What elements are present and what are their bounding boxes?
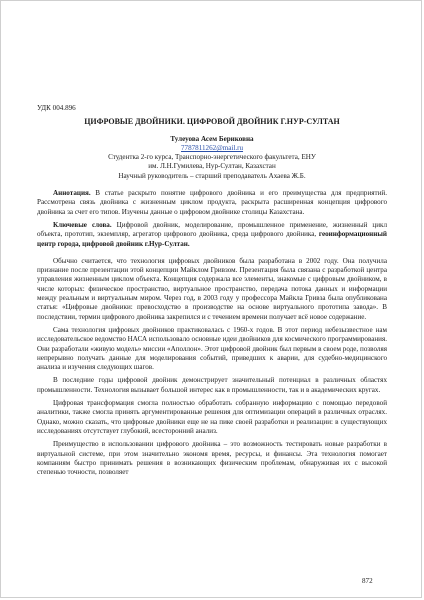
page-number: 872 xyxy=(362,577,373,585)
keywords-bold-text: геоинформационный центр города, цифровой двойник г.Нур-Султан. xyxy=(37,230,387,248)
affiliation-line-2: им. Л.Н.Гумилева, Нур-Султан, Казахстан xyxy=(148,162,276,171)
abstract xyxy=(37,189,387,217)
udc-code: УДК 004.896 xyxy=(37,104,76,112)
supervisor-line: Научный руководитель – старший преподаватель Ахаева Ж.Б. xyxy=(118,171,306,180)
paragraph-2: Сама технология цифровых двойников практиковалась с 1960-х годов. В этот период небезызвестное нам исследовательское ведомство НАСА использовало основные идеи двойников для космического программирования. Они разработали «живую модель» миссии «Аполлон». Этот цифровой двойник был первым в своем роде, позволяя непрерывно получать данные для моделирования событий, приведших к аварии, для судебно-медицинского анализа и изучения следующих шагов. xyxy=(37,325,387,372)
paragraph-5: Преимущество в использовании цифрового двойника – это возможность тестировать новые разработки в виртуальной системе, при этом значительно экономя время, ресурсы, и финансы. Эта технология помогает компаниям быстро принимать решения в возникающих физическим проблемам, обнаруживая их с высокой степенью точности, позволяет xyxy=(37,440,387,477)
keywords-text: Цифровой двойник, моделирование, промышленное применение, жизненный цикл объекта, прототип, экземпляр, агрегатор цифрового двойника, среда цифрового двойника, xyxy=(37,220,387,239)
keywords xyxy=(37,221,387,249)
paragraph-3: В последние годы цифровой двойник демонстрирует значительный потенциал в различных областях промышленности. Технология вызывает большой интерес как в промышленности, так и в академических кругах. xyxy=(37,376,387,394)
paragraph-4: Цифровая трансформация смогла полностью обработать собранную информацию с помощью передовой аналитики, также смогла принять аргументированные решения для оптимизации операций в различных отраслях. Однако, можно сказать, что цифровые двойники еще не на пике своей разработки и реализации: в существующих исследованиях отсутствует глубокий, всесторонний анализ. xyxy=(37,399,387,435)
author-email-link[interactable]: 7787811262@mail.ru xyxy=(180,143,244,152)
article-title: ЦИФРОВЫЕ ДВОЙНИКИ. ЦИФРОВОЙ ДВОЙНИК Г.НУР-СУЛТАН xyxy=(84,117,340,127)
affiliation-line-1: Студентка 2-го курса, Транспорно-энергетического факультета, ЕНУ xyxy=(108,153,316,162)
keywords-label: Ключевые слова. xyxy=(53,220,112,229)
abstract-text: В статье раскрыто понятие цифрового двойника и его преимущества для предприятий. Рассмотрена связь двойника с жизненным циклом продукта, раскрыта расширенная концепция цифрового двойника за счет его типов. Изучены данные о цифровом двойнике столицы Казахстана. xyxy=(37,189,387,216)
paragraph-1: Обычно считается, что технология цифровых двойников была разработана в 2002 году. Она получила признание после презентации этой концепции Майклом Гривзом. Презентация была связана с разработкой центра управления жизненным циклом объекта. Концепция содержала все элементы, знакомые с цифровым двойником, в числе которых: физическое пространство, виртуальное пространство, передача потока данных и информации между реальным и виртуальным миром. Через год, в 2003 году у профессора Майкла Гривза была опубликована статья: «Цифровые двойники: превосходство в производстве на основе виртуального прототипа завода». В последствии, термин цифрового двойника закрепился и с течением времени получает всё новое содержание. xyxy=(37,256,387,321)
author-name: Тулеуова Асем Бериковна xyxy=(170,134,254,143)
abstract-label: Аннотация. xyxy=(53,189,91,198)
document-page xyxy=(37,104,387,477)
